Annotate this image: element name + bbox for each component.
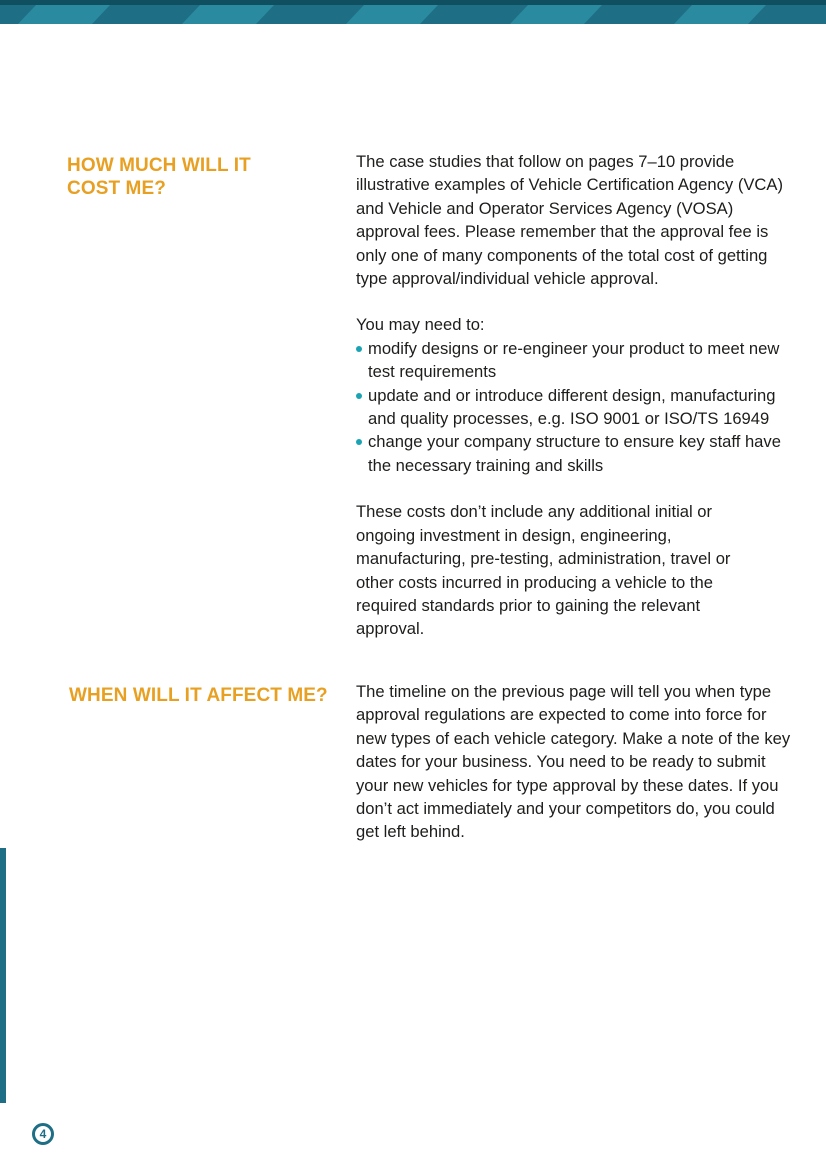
- bullet-icon: [356, 439, 362, 445]
- bullet-text: update and or introduce different design, manufacturing and quality processes, e.g. ISO 9001 or ISO/TS 16949: [368, 385, 776, 429]
- left-edge-bar: [0, 848, 6, 1103]
- cost-bullet-list: [356, 337, 796, 477]
- timing-section-body: [356, 680, 796, 844]
- bullet-text: change your company structure to ensure key staff have the necessary training and skills: [368, 432, 781, 475]
- list-item: [356, 337, 796, 384]
- timing-heading: WHEN WILL IT AFFECT ME?: [69, 685, 328, 706]
- bullet-text: modify designs or re-engineer your product to meet new test requirements: [368, 338, 780, 382]
- cost-closing-paragraph: These costs don’t include any additional initial or ongoing investment in design, engineering, manufacturing, pre-testing, administration, travel or other costs incurred in producing a vehicle to the required standards prior to gaining the relevant approval.: [356, 502, 731, 639]
- bullet-icon: [356, 393, 362, 399]
- top-stripe-band: [0, 0, 826, 24]
- bullet-icon: [356, 346, 362, 352]
- cost-lead-text: You may need to:: [356, 315, 485, 335]
- cost-heading: HOW MUCH WILL IT COST ME?: [67, 155, 251, 199]
- cost-intro-paragraph: The case studies that follow on pages 7–10 provide illustrative examples of Vehicle Certification Agency (VCA) and Vehicle and Operator Services Agency (VOSA) approval fees. Please remember that the approval fee is only one of many components of the total cost of getting type approval/individual vehicle approval.: [356, 152, 784, 289]
- list-item: [356, 384, 796, 431]
- timing-paragraph: The timeline on the previous page will tell you when type approval regulations are expected to come into force for new types of each vehicle category. Make a note of the key dates for your business. You need to be ready to submit your new vehicles for type approval by these dates. If you don’t act immediately and your competitors do, you could get left behind.: [356, 682, 791, 842]
- page-number-badge: 4: [32, 1123, 54, 1145]
- list-item: [356, 430, 796, 477]
- cost-section-body: [356, 150, 796, 641]
